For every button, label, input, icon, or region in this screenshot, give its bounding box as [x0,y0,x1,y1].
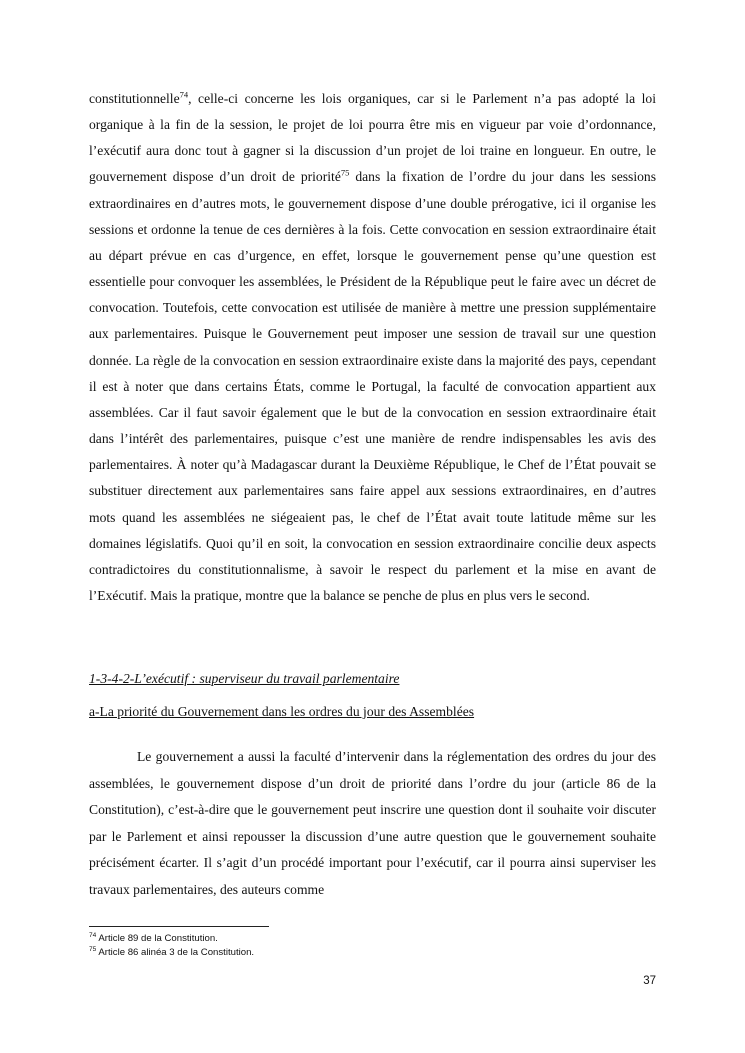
footnote-number: 75 [89,945,97,953]
body-paragraph-2: Le gouvernement a aussi la faculté d’intervenir dans la réglementation des ordres du jour des assemblées, le gouvernement dispose d’un droit de priorité dans l’ordre du jour (article 86 de la Constitution), c’est-à-dire que le gouvernement peut inscrire une question dont il souhaite voir discuter par le Parlement et ainsi repousser la discussion d’une autre question que le gouvernement souhaite précisément écarter. Il s’agit d’un procédé important pour l’exécutif, car il pourra ainsi superviser les travaux parlementaires, des auteurs comme [89,749,656,897]
paragraph-text: constitutionnelle [89,91,180,106]
footnotes [89,932,254,960]
footnote-ref-74[interactable]: 74 [179,89,189,100]
footnote-text: Article 89 de la Constitution. [98,933,218,944]
footnote-text: Article 86 alinéa 3 de la Constitution. [98,947,255,958]
paragraph-text: dans la fixation de l’ordre du jour dans les sessions extraordinaires en d’autres mots, le gouvernement dispose d’une double prérogative, ici il organise les sessions et ordonne la tenue de ces dernières à la fois. Cette convocation en session extraordinaire était au départ prévue en cas d’urgence, en effet, lorsque le gouvernement pense qu’une question est essentielle pour convoquer les assemblées, le Président de la République peut le faire avec un décret de convocation. Toutefois, cette convocation est utilisée de manière à mettre une pression supplémentaire aux parlementaires. Puisque le Gouvernement peut imposer une session de travail sur une question donnée. La règle de la convocation en session extraordinaire existe dans la majorité des pays, cependant il est à noter que dans certains États, comme le Portugal, la faculté de convocation appartient aux assemblées. Car il faut savoir également que le but de la convocation en session extraordinaire était dans l’intérêt des parlementaires, puisque c’est une manière de rendre indispensables les avis des parlementaires. À noter qu’à Madagascar durant la Deuxième République, le Chef de l’État pouvait se substituer directement aux parlementaires sans faire appel aux sessions extraordinaires, en d’autres mots quand les assemblées ne siégeaient pas, le chef de l’État avait toute latitude même sur les domaines législatifs. Quoi qu’il en soit, la convocation en session extraordinaire concilie deux aspects contradictoires du constitutionnalisme, à savoir le respect du parlement et la mise en avant de l’Exécutif. Mais la pratique, montre que la balance se penche de plus en plus vers le second. [89,169,657,603]
footnote-number: 74 [89,931,97,939]
subsection-heading: a-La priorité du Gouvernement dans les ordres du jour des Assemblées [89,704,475,719]
page-number: 37 [643,975,656,987]
footnote-separator [89,926,269,927]
footnote-74 [89,932,254,946]
paragraph-text: , celle-ci concerne les lois organiques, car si le Parlement n’a pas adopté la loi organique à la fin de la session, le projet de loi pourra être mis en vigueur par voie d’ordonnance, l’exécutif aura donc tout à gagner si la discussion d’un projet de loi traine en longueur. En outre, le gouvernement dispose d’un droit de priorité [89,91,656,185]
body-paragraph-1 [89,86,656,609]
footnote-75 [89,946,254,960]
section-heading: 1-3-4-2-L’exécutif : superviseur du travail parlementaire [89,671,400,686]
footnote-ref-75[interactable]: 75 [340,167,350,178]
